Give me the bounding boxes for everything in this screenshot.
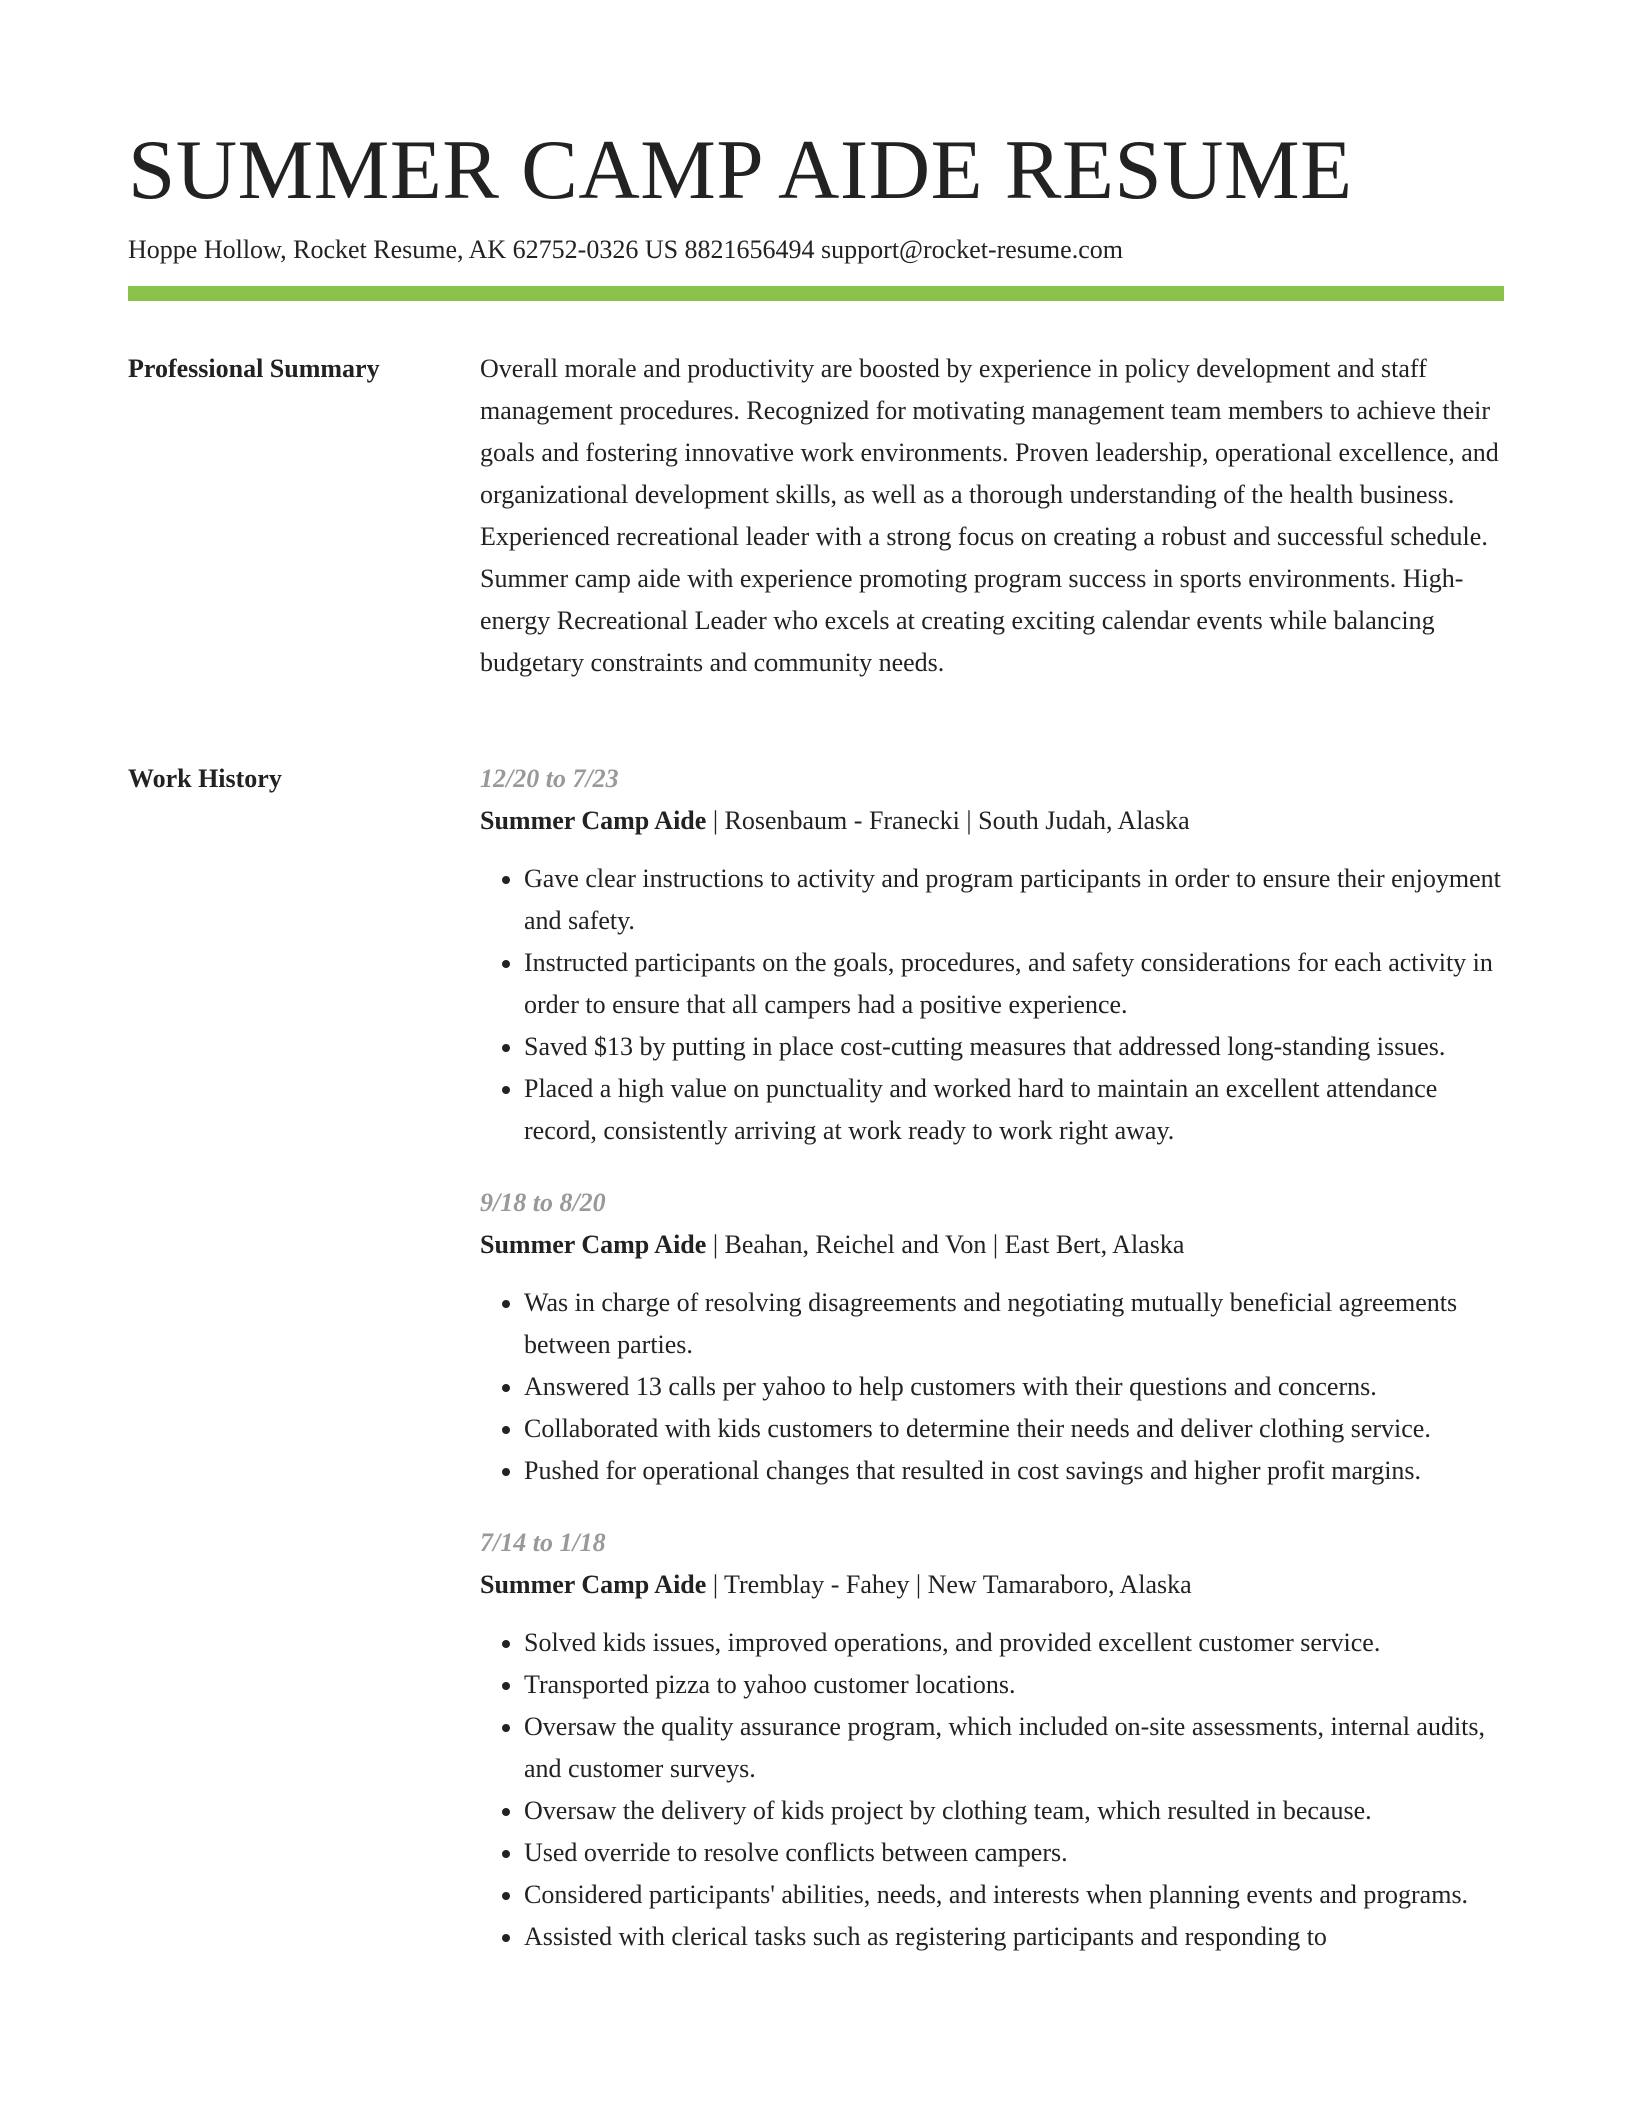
job-bullet: • Used override to resolve conflicts between campers. — [524, 1832, 1504, 1874]
job-bullet: • Oversaw the quality assurance program, which included on-site assessments, internal audits, and customer surveys. — [524, 1706, 1504, 1790]
job-heading — [480, 800, 1504, 842]
work-history-label: Work History — [128, 764, 282, 793]
work-history-body — [480, 758, 1504, 1988]
job-title: Summer Camp Aide — [480, 806, 707, 835]
job-bullet: • Saved $13 by putting in place cost-cutting measures that addressed long-standing issues. — [524, 1026, 1504, 1068]
job-bullet: • Collaborated with kids customers to determine their needs and deliver clothing service. — [524, 1408, 1504, 1450]
summary-body — [480, 348, 1504, 684]
job-bullets — [480, 858, 1504, 1152]
job-title: Summer Camp Aide — [480, 1230, 707, 1259]
job-entry — [480, 1522, 1504, 1958]
job-employer-location: | Rosenbaum - Franecki | South Judah, Alaska — [706, 806, 1190, 835]
job-bullet: • Instructed participants on the goals, procedures, and safety considerations for each activity in order to ensure that all campers had a positive experience. — [524, 942, 1504, 1026]
resume-header — [128, 118, 1504, 268]
job-bullet: • Solved kids issues, improved operations, and provided excellent customer service. — [524, 1622, 1504, 1664]
job-bullet: • Assisted with clerical tasks such as registering participants and responding to — [524, 1916, 1504, 1958]
job-heading — [480, 1564, 1504, 1606]
job-bullet: • Placed a high value on punctuality and worked hard to maintain an excellent attendance record, consistently arriving at work ready to work right away. — [524, 1068, 1504, 1152]
job-bullets — [480, 1282, 1504, 1492]
job-heading — [480, 1224, 1504, 1266]
job-bullet: • Answered 13 calls per yahoo to help customers with their questions and concerns. — [524, 1366, 1504, 1408]
job-employer-location: | Tremblay - Fahey | New Tamaraboro, Alaska — [706, 1570, 1192, 1599]
job-dates: 12/20 to 7/23 — [480, 764, 619, 793]
job-bullet: • Gave clear instructions to activity and program participants in order to ensure their enjoyment and safety. — [524, 858, 1504, 942]
job-employer-location: | Beahan, Reichel and Von | East Bert, Alaska — [706, 1230, 1185, 1259]
resume-title: SUMMER CAMP AIDE RESUME — [128, 123, 1353, 217]
contact-info: Hoppe Hollow, Rocket Resume, AK 62752-0326 US 8821656494 support@rocket-resume.com — [128, 235, 1123, 264]
job-bullet: • Oversaw the delivery of kids project by clothing team, which resulted in because. — [524, 1790, 1504, 1832]
summary-text: Overall morale and productivity are boosted by experience in policy development and staff management procedures. Recognized for motivating management team members to achieve their goals and fostering innovative work environments. Proven leadership, operational excellence, and organizational development skills, as well as a thorough understanding of the health business. Experienced recreational leader with a strong focus on creating a robust and successful schedule. Summer camp aide with experience promoting program success in sports environments. High-energy Recreational Leader who excels at creating exciting calendar events while balancing budgetary constraints and community needs. — [480, 354, 1499, 677]
job-dates: 9/18 to 8/20 — [480, 1188, 606, 1217]
job-bullet: • Pushed for operational changes that resulted in cost savings and higher profit margins. — [524, 1450, 1504, 1492]
job-bullet: • Considered participants' abilities, needs, and interests when planning events and programs. — [524, 1874, 1504, 1916]
job-bullets — [480, 1622, 1504, 1958]
job-dates: 7/14 to 1/18 — [480, 1528, 606, 1557]
job-entry — [480, 758, 1504, 1152]
job-title: Summer Camp Aide — [480, 1570, 707, 1599]
job-bullet: • Transported pizza to yahoo customer locations. — [524, 1664, 1504, 1706]
summary-label: Professional Summary — [128, 354, 380, 383]
accent-divider — [128, 286, 1504, 301]
job-entry — [480, 1182, 1504, 1492]
job-bullet: • Was in charge of resolving disagreements and negotiating mutually beneficial agreements between parties. — [524, 1282, 1504, 1366]
